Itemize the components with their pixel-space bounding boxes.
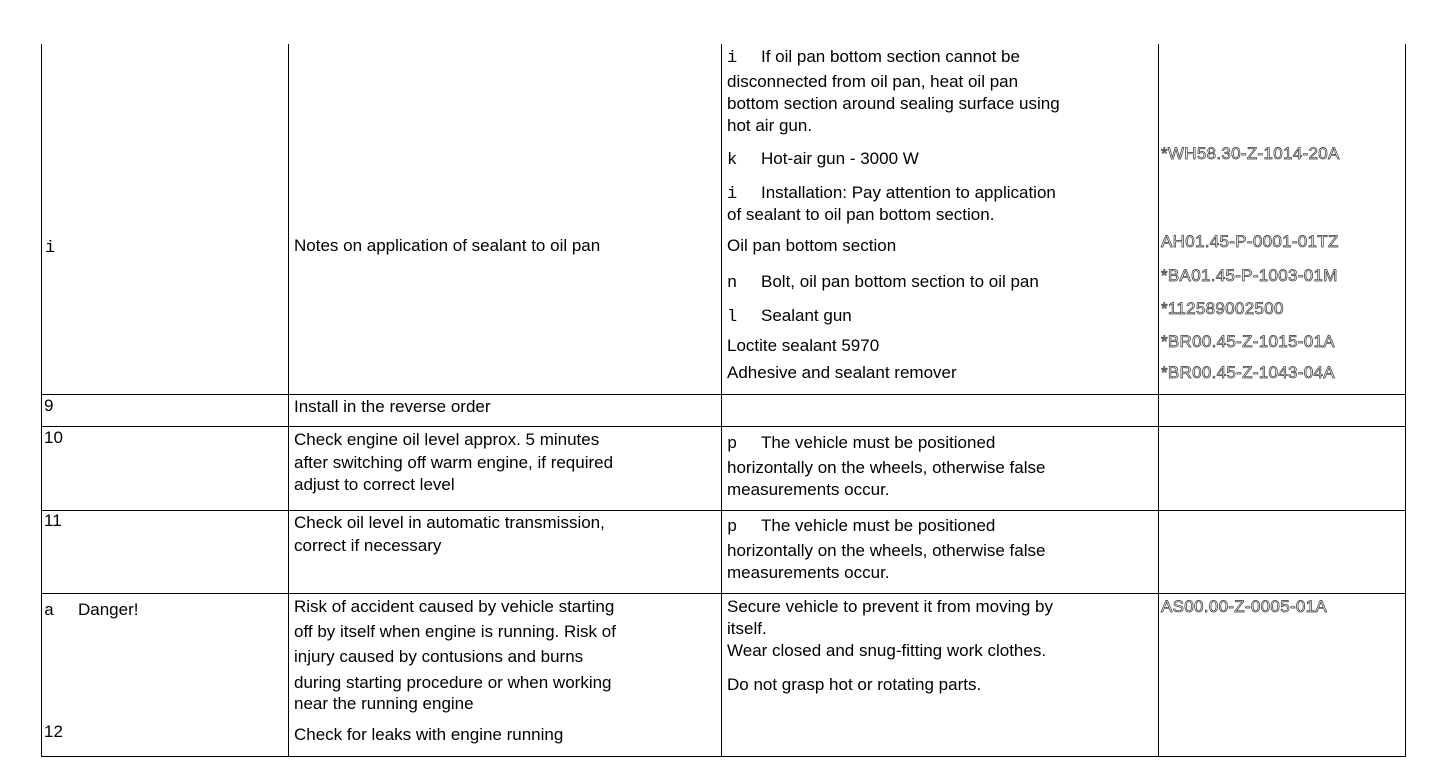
- danger-text: Danger!: [78, 600, 139, 619]
- reference-link[interactable]: *WH58.30-Z-1014-20A: [1161, 144, 1340, 163]
- measure-text: Do not grasp hot or rotating parts.: [727, 675, 982, 694]
- risk-text: Risk of accident caused by vehicle starting: [294, 597, 615, 616]
- part-symbol: n: [727, 274, 738, 293]
- note-line: horizontally on the wheels, otherwise false: [727, 541, 1046, 560]
- note-item: [727, 432, 995, 456]
- note-line: horizontally on the wheels, otherwise false: [727, 458, 1046, 477]
- step-text: after switching off warm engine, if required: [294, 453, 614, 472]
- tool-label: Sealant gun: [761, 306, 852, 325]
- step-text: Check oil level in automatic transmission,: [294, 513, 605, 532]
- note-line: Installation: Pay attention to application: [761, 183, 1056, 202]
- step-text: Notes on application of sealant to oil pan: [294, 236, 601, 255]
- step-text: Check engine oil level approx. 5 minutes: [294, 430, 600, 449]
- measure-text: itself.: [727, 619, 767, 638]
- step-text: Install in the reverse order: [294, 397, 491, 416]
- risk-text: off by itself when engine is running. Risk of: [294, 622, 616, 641]
- step-text: correct if necessary: [294, 536, 442, 555]
- info-symbol: i: [727, 49, 738, 68]
- tool-item: [727, 305, 852, 329]
- material-label: Loctite sealant 5970: [727, 336, 880, 355]
- risk-text: near the running engine: [294, 694, 474, 713]
- reference-link[interactable]: AS00.00-Z-0005-01A: [1161, 597, 1328, 616]
- step-text: adjust to correct level: [294, 475, 455, 494]
- step-text: Check for leaks with engine running: [294, 725, 564, 744]
- measure-text: Wear closed and snug-fitting work clothes.: [727, 641, 1047, 660]
- note-line: bottom section around sealing surface using: [727, 94, 1060, 113]
- note-item: [727, 182, 1056, 206]
- note-line: measurements occur.: [727, 563, 890, 582]
- note-item: [727, 515, 995, 539]
- info-symbol: i: [45, 239, 56, 258]
- note-line: of sealant to oil pan bottom section.: [727, 205, 995, 224]
- reference-link[interactable]: *BR00.45-Z-1015-01A: [1161, 332, 1335, 351]
- note-line: measurements occur.: [727, 480, 890, 499]
- note-line: If oil pan bottom section cannot be: [761, 47, 1020, 66]
- note-symbol: p: [727, 435, 738, 454]
- note-line: The vehicle must be positioned: [761, 516, 996, 535]
- reference-link[interactable]: *112589002500: [1161, 299, 1284, 318]
- note-line: hot air gun.: [727, 116, 813, 135]
- risk-text: injury caused by contusions and burns: [294, 647, 584, 666]
- tool-label: Hot-air gun - 3000 W: [761, 149, 919, 168]
- info-symbol: i: [727, 185, 738, 204]
- row-divider: [41, 593, 1406, 594]
- row-divider: [41, 426, 1406, 427]
- table-border-left: [41, 44, 42, 757]
- column-divider-2: [721, 44, 722, 757]
- step-number: 9: [44, 396, 54, 415]
- column-divider-1: [288, 44, 289, 757]
- danger-label: [44, 599, 138, 623]
- risk-text: during starting procedure or when working: [294, 673, 612, 692]
- measure-text: Secure vehicle to prevent it from moving by: [727, 597, 1053, 616]
- tool-symbol: l: [727, 308, 738, 327]
- tool-item: [727, 148, 919, 172]
- reference-link[interactable]: AH01.45-P-0001-01TZ: [1161, 232, 1339, 251]
- step-number: 11: [44, 511, 62, 530]
- table-border-bottom: [41, 756, 1406, 757]
- row-divider: [41, 394, 1406, 395]
- column-divider-3: [1158, 44, 1159, 757]
- reference-link[interactable]: *BA01.45-P-1003-01M: [1161, 266, 1338, 285]
- note-item: [727, 46, 1020, 70]
- reference-link[interactable]: *BR00.45-Z-1043-04A: [1161, 363, 1335, 382]
- part-item: [727, 271, 1039, 295]
- step-number: 10: [44, 428, 63, 447]
- row-divider: [41, 510, 1406, 511]
- tool-symbol: k: [727, 151, 738, 170]
- note-line: The vehicle must be positioned: [761, 433, 996, 452]
- part-label: Bolt, oil pan bottom section to oil pan: [761, 272, 1039, 291]
- table-border-right: [1405, 44, 1406, 757]
- material-label: Adhesive and sealant remover: [727, 363, 957, 382]
- note-symbol: p: [727, 518, 738, 537]
- part-label: Oil pan bottom section: [727, 236, 897, 255]
- step-number: 12: [44, 722, 63, 741]
- danger-icon: a: [44, 602, 55, 621]
- note-line: disconnected from oil pan, heat oil pan: [727, 72, 1019, 91]
